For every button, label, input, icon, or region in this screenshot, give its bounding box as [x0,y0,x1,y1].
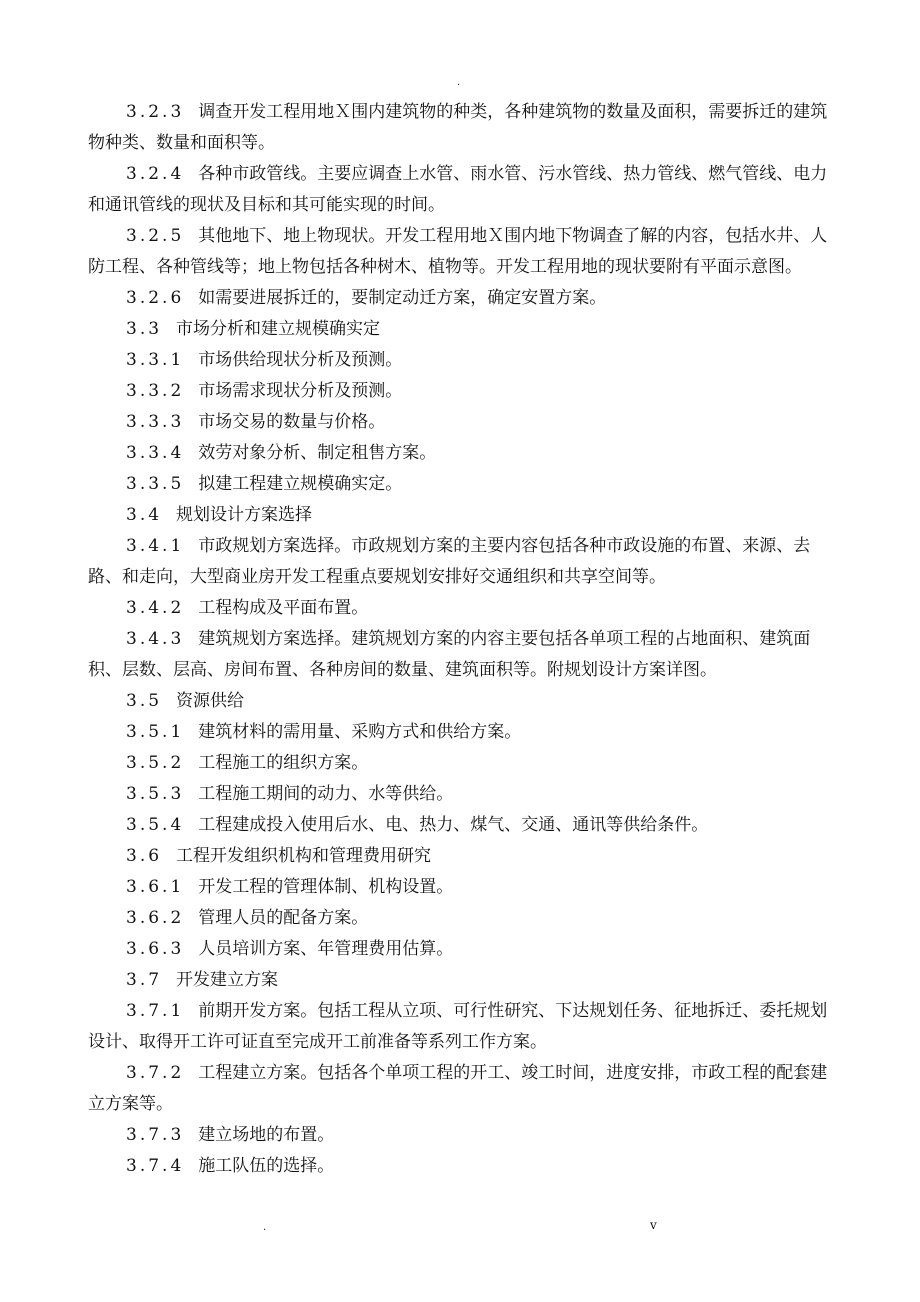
section-number: 3.3.1 [126,350,185,370]
paragraph-text: 管理人员的配备方案。 [198,908,369,928]
paragraph-text: 工程施工期间的动力、水等供给。 [198,784,454,804]
section-number: 3.3.2 [126,381,185,401]
paragraph-text: 市场分析和建立规模确实定 [176,319,381,339]
paragraph-text: 工程建立方案。包括各个单项工程的开工、竣工时间，进度安排，市政工程的配套建立方案等。 [88,1063,828,1114]
paragraph [88,934,840,965]
paragraph-text: 资源供给 [176,691,245,711]
section-number: 3.7.1 [126,1001,185,1021]
section-number: 3.6.1 [126,877,185,897]
paragraph-text: 开发工程的管理体制、机构设置。 [198,877,454,897]
section-number: 3.6 [126,846,163,866]
section-number: 3.7.2 [126,1063,185,1083]
section-number: 3.4 [126,505,163,525]
section-number: 3.5.1 [126,722,185,742]
section-number: 3.2.4 [126,164,185,184]
paragraph-text: 规划设计方案选择 [176,505,313,525]
paragraph [88,314,840,345]
paragraph-text: 前期开发方案。包括工程从立项、可行性研究、下达规划任务、征地拆迁、委托规划设计、取得开工许可证直至完成开工前准备等系列工作方案。 [88,1001,828,1052]
paragraph-text: 工程开发组织机构和管理费用研究 [176,846,432,866]
paragraph [88,1058,840,1120]
paragraph [88,1120,840,1151]
paragraph [88,159,840,221]
paragraph-text: 拟建工程建立规模确实定。 [198,474,403,494]
paragraph [88,500,840,531]
paragraph [88,283,840,314]
section-number: 3.4.3 [126,629,185,649]
section-number: 3.7.4 [126,1156,185,1176]
section-number: 3.2.3 [126,102,185,122]
paragraph [88,407,840,438]
section-number: 3.3.4 [126,443,185,463]
section-number: 3.2.5 [126,226,185,246]
paragraph-text: 工程构成及平面布置。 [198,598,369,618]
paragraph-text: 其他地下、地上物现状。开发工程用地Ｘ围内地下物调查了解的内容，包括水井、人防工程、各种管线等；地上物包括各种树木、植物等。开发工程用地的现状要附有平面示意图。 [88,226,828,277]
paragraph [88,748,840,779]
section-number: 3.2.6 [126,288,185,308]
section-number: 3.3.5 [126,474,185,494]
paragraph-text: 效劳对象分析、制定租售方案。 [198,443,437,463]
paragraph [88,531,840,593]
section-number: 3.5.2 [126,753,185,773]
section-number: 3.5.3 [126,784,185,804]
paragraph [88,469,840,500]
paragraph [88,810,840,841]
paragraph-text: 开发建立方案 [176,970,279,990]
paragraph-text: 市场需求现状分析及预测。 [198,381,403,401]
paragraph [88,903,840,934]
paragraph [88,965,840,996]
section-number: 3.5.4 [126,815,185,835]
body-text [88,97,840,1182]
paragraph [88,221,840,283]
paragraph-text: 各种市政管线。主要应调查上水管、雨水管、污水管线、热力管线、燃气管线、电力和通讯管线的现状及目标和其可能实现的时间。 [88,164,828,215]
section-number: 3.7 [126,970,163,990]
footer-mark-left: . [263,1222,267,1233]
paragraph-text: 工程建成投入使用后水、电、热力、煤气、交通、通讯等供给条件。 [198,815,709,835]
section-number: 3.5 [126,691,163,711]
paragraph-text: 建筑规划方案选择。建筑规划方案的内容主要包括各单项工程的占地面积、建筑面积、层数、层高、房间布置、各种房间的数量、建筑面积等。附规划设计方案详图。 [88,629,811,680]
paragraph-text: 施工队伍的选择。 [198,1156,335,1176]
paragraph [88,376,840,407]
section-number: 3.7.3 [126,1125,185,1145]
paragraph-text: 市场交易的数量与价格。 [198,412,386,432]
paragraph-text: 人员培训方案、年管理费用估算。 [198,939,454,959]
paragraph [88,624,840,686]
header-mark: . [457,77,461,88]
paragraph [88,717,840,748]
paragraph [88,1151,840,1182]
section-number: 3.3.3 [126,412,185,432]
paragraph [88,779,840,810]
paragraph-text: 建筑材料的需用量、采购方式和供给方案。 [198,722,522,742]
paragraph [88,872,840,903]
section-number: 3.4.1 [126,536,185,556]
paragraph-text: 工程施工的组织方案。 [198,753,369,773]
section-number: 3.4.2 [126,598,185,618]
paragraph-text: 调查开发工程用地Ｘ围内建筑物的种类，各种建筑物的数量及面积，需要拆迁的建筑物种类、数量和面积等。 [88,102,828,153]
paragraph [88,593,840,624]
paragraph [88,97,840,159]
footer-mark-right: v [650,1218,657,1232]
paragraph [88,996,840,1058]
paragraph [88,345,840,376]
paragraph-text: 市场供给现状分析及预测。 [198,350,403,370]
section-number: 3.3 [126,319,163,339]
paragraph [88,841,840,872]
paragraph-text: 建立场地的布置。 [198,1125,335,1145]
section-number: 3.6.3 [126,939,185,959]
paragraph [88,438,840,469]
paragraph [88,686,840,717]
section-number: 3.6.2 [126,908,185,928]
paragraph-text: 如需要进展拆迁的，要制定动迁方案，确定安置方案。 [198,288,607,308]
paragraph-text: 市政规划方案选择。市政规划方案的主要内容包括各种市政设施的布置、来源、去路、和走向，大型商业房开发工程重点要规划安排好交通组织和共享空间等。 [88,536,811,587]
